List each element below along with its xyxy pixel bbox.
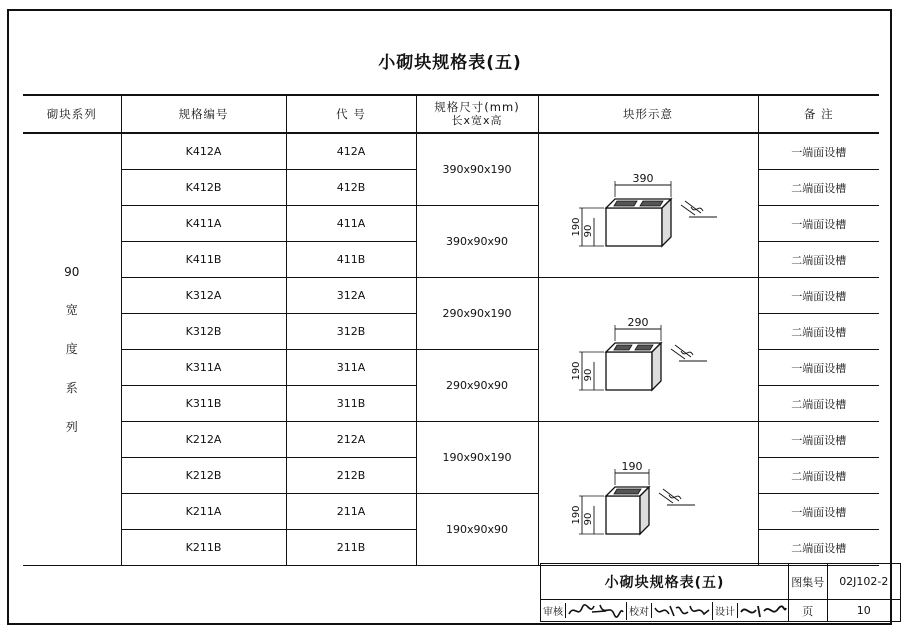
depth-dimension-marker <box>659 489 695 505</box>
reviewer-signature <box>566 602 627 620</box>
series-label-char: 宽 <box>65 302 78 317</box>
series-label-char: 90 <box>64 264 80 279</box>
table-row <box>23 133 879 170</box>
table-row <box>23 278 879 314</box>
spec-table-body <box>23 133 879 566</box>
code-cell: K412B <box>121 170 286 206</box>
header-series: 砌块系列 <box>23 95 121 133</box>
code-cell: K311B <box>121 386 286 422</box>
code-cell: K211B <box>121 530 286 566</box>
designation-cell: 211A <box>286 494 416 530</box>
table-header-row <box>23 95 879 133</box>
designation-cell: 212A <box>286 422 416 458</box>
block-core-1 <box>614 345 632 350</box>
title-block <box>540 563 901 622</box>
check-label: 校对 <box>627 603 652 618</box>
designation-cell: 412A <box>286 133 416 170</box>
designation-cell: 211B <box>286 530 416 566</box>
atlas-number-value: 02J102-2 <box>827 564 900 600</box>
height-outer-label: 190 <box>571 360 582 381</box>
header-dimensions-line2: 长x宽x高 <box>451 114 503 127</box>
designation-cell: 212B <box>286 458 416 494</box>
dimensions-cell: 190x90x190 <box>416 422 538 494</box>
note-cell: 一端面设槽 <box>758 278 879 314</box>
block-front-face <box>606 352 652 390</box>
page-title: 小砌块规格表(五) <box>378 53 522 73</box>
height-inner-label: 90 <box>583 224 594 237</box>
frame-border-top <box>7 9 892 11</box>
designation-cell: 411B <box>286 242 416 278</box>
header-designation: 代 号 <box>286 95 416 133</box>
height-outer-label: 190 <box>571 216 582 237</box>
note-cell: 一端面设槽 <box>758 422 879 458</box>
depth-dimension-marker <box>671 345 707 361</box>
code-cell: K412A <box>121 133 286 170</box>
length-dimension-label: 190 <box>621 459 643 473</box>
block-core-2 <box>635 345 653 350</box>
header-dimensions <box>416 95 538 133</box>
note-cell: 二端面设槽 <box>758 314 879 350</box>
signature-row <box>541 600 789 622</box>
frame-border-right <box>890 9 892 625</box>
page-label: 页 <box>789 600 828 622</box>
header-dimensions-line1: 规格尺寸(mm) <box>434 100 520 114</box>
block-diagram-2 <box>548 295 748 405</box>
dimensions-cell: 290x90x90 <box>416 350 538 422</box>
note-cell: 二端面设槽 <box>758 242 879 278</box>
table-row <box>23 422 879 458</box>
series-cell <box>23 133 121 566</box>
dimensions-cell: 290x90x190 <box>416 278 538 350</box>
designation-cell: 312A <box>286 278 416 314</box>
frame-border-left <box>7 9 9 625</box>
length-dimension-label: 290 <box>627 315 649 329</box>
code-cell: K211A <box>121 494 286 530</box>
note-cell: 一端面设槽 <box>758 494 879 530</box>
note-cell: 二端面设槽 <box>758 458 879 494</box>
code-cell: K311A <box>121 350 286 386</box>
spec-table <box>23 94 879 566</box>
header-note: 备 注 <box>758 95 879 133</box>
atlas-number-label: 图集号 <box>789 564 828 600</box>
series-label-char: 列 <box>65 419 78 434</box>
designation-cell: 412B <box>286 170 416 206</box>
block-front-face <box>606 208 662 246</box>
page-number: 10 <box>827 600 900 622</box>
diagram-cell <box>538 422 758 566</box>
designation-cell: 411A <box>286 206 416 242</box>
code-cell: K312B <box>121 314 286 350</box>
designation-cell: 312B <box>286 314 416 350</box>
title-block-title: 小砌块规格表(五) <box>541 564 789 600</box>
height-inner-label: 90 <box>583 368 594 381</box>
block-side-face <box>640 487 649 534</box>
note-cell: 二端面设槽 <box>758 170 879 206</box>
note-cell: 二端面设槽 <box>758 386 879 422</box>
header-diagram: 块形示意 <box>538 95 758 133</box>
header-code: 规格编号 <box>121 95 286 133</box>
note-cell: 一端面设槽 <box>758 206 879 242</box>
dimensions-cell: 190x90x90 <box>416 494 538 566</box>
note-cell: 一端面设槽 <box>758 133 879 170</box>
block-diagram-3 <box>548 439 748 549</box>
length-dimension-label: 390 <box>632 171 654 185</box>
block-side-face <box>662 199 671 246</box>
designation-cell: 311A <box>286 350 416 386</box>
review-label: 审核 <box>541 603 566 618</box>
block-side-face <box>652 343 661 390</box>
frame-border-bottom <box>7 623 892 625</box>
diagram-cell <box>538 133 758 278</box>
height-inner-label: 90 <box>583 512 594 525</box>
code-cell: K312A <box>121 278 286 314</box>
series-label-char: 度 <box>65 341 78 356</box>
diagram-cell <box>538 278 758 422</box>
code-cell: K212A <box>121 422 286 458</box>
block-core-1 <box>614 201 637 206</box>
dimensions-cell: 390x90x90 <box>416 206 538 278</box>
block-diagram-1 <box>548 151 748 261</box>
designer-signature <box>738 602 788 620</box>
height-outer-label: 190 <box>571 504 582 525</box>
block-core-2 <box>640 201 663 206</box>
series-label-char: 系 <box>65 380 78 395</box>
designation-cell: 311B <box>286 386 416 422</box>
code-cell: K212B <box>121 458 286 494</box>
depth-dimension-marker <box>681 201 717 217</box>
design-label: 设计 <box>713 603 738 618</box>
block-front-face <box>606 496 640 534</box>
code-cell: K411A <box>121 206 286 242</box>
note-cell: 一端面设槽 <box>758 350 879 386</box>
dimensions-cell: 390x90x190 <box>416 133 538 206</box>
code-cell: K411B <box>121 242 286 278</box>
block-core-1 <box>614 489 641 494</box>
note-cell: 二端面设槽 <box>758 530 879 566</box>
checker-signature <box>652 602 713 620</box>
